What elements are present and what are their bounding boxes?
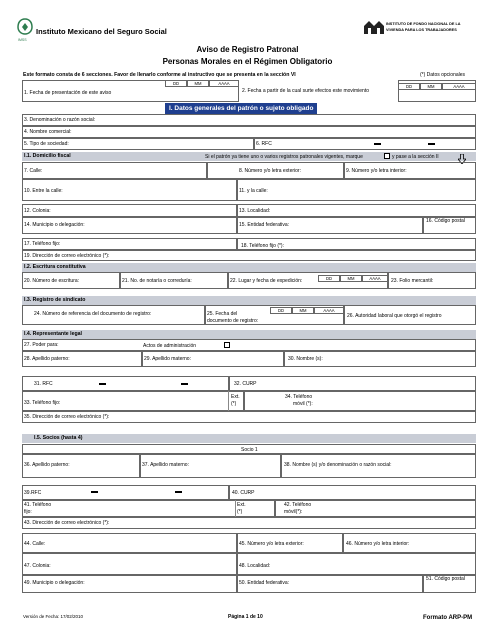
field-33-label: 33. Teléfono fijo: [24, 400, 61, 406]
field-40-box[interactable] [229, 485, 476, 500]
infonavit-line1: INSTITUTO DE FONDO NACIONAL DE LA [386, 22, 461, 26]
field-40-label: 40. CURP [232, 490, 255, 496]
field-4-box[interactable] [22, 126, 476, 138]
field-47-label: 47. Colonia: [24, 563, 51, 569]
field-44-box[interactable] [22, 533, 237, 553]
f25-dd: DD [270, 307, 292, 314]
footer-format: Formato ARP-PM [423, 615, 473, 621]
field-31-box[interactable] [22, 376, 229, 391]
f25-mm: MM [292, 307, 314, 314]
field-23-label: 23. Folio mercantil: [391, 278, 434, 284]
f22-dd: DD [318, 275, 340, 282]
field-10-label: 10. Entre la calle: [24, 188, 63, 194]
rfc-dash-2 [428, 143, 435, 145]
field-48-label: 48. Localidad: [239, 563, 271, 569]
field-39-label: 39.RFC [24, 490, 42, 496]
field-51-label: 51. Código postal [426, 576, 465, 582]
field-11-label: 11. y la calle: [239, 188, 268, 194]
field-41-ext-b: (*) [237, 509, 243, 515]
f1-aaaa: AAAA [209, 80, 239, 87]
footer-version: Versión de Fecha: 17/02/2010 [23, 614, 84, 619]
field-16-label: 16. Código postal [426, 218, 465, 224]
optional-note: (*) Datos opcionales [420, 72, 466, 78]
socio-rfc-dash-1 [91, 491, 98, 493]
field-36-label: 36. Apellido paterno: [24, 462, 70, 468]
field-42-label-a: 42. Teléfono [284, 502, 312, 508]
infonavit-logo [364, 20, 384, 34]
field-17-label: 17. Teléfono fijo: [24, 241, 61, 247]
field-14-label: 14. Municipio o delegación: [24, 222, 85, 228]
imss-title: Instituto Mexicano del Seguro Social [36, 27, 167, 36]
f2-aaaa: AAAA [442, 83, 476, 90]
form-subtitle: Personas Morales en el Régimen Obligatorio [162, 57, 333, 66]
admin-acts-checkbox[interactable] [224, 342, 230, 348]
field-32-label: 32. CURP [234, 381, 257, 387]
field-48-box[interactable] [237, 553, 476, 575]
field-26-label: 26. Autoridad laboral que otorgó el registro [347, 313, 442, 319]
rep-rfc-dash-2 [181, 383, 188, 385]
field-34-box[interactable] [244, 391, 476, 411]
field-34-label-b: móvil (*): [293, 401, 313, 407]
socio-rfc-dash-2 [175, 491, 182, 493]
field-6-box[interactable] [254, 138, 476, 150]
field-43-label: 43. Dirección de correo electrónico (*): [24, 520, 110, 526]
field-1-label: 1. Fecha de presentación de este aviso [24, 90, 112, 96]
has-registry-checkbox[interactable] [384, 153, 390, 159]
field-33-ext-a: Ext. [231, 394, 240, 400]
subsection-1-1-note: Si el patrón ya tiene uno o varios registros patronales vigentes, marque [205, 154, 363, 160]
field-13-label: 13. Localidad: [239, 208, 271, 214]
field-41-label-b: fijo: [24, 509, 32, 515]
field-20-label: 20. Número de escritura: [24, 278, 80, 284]
subsection-1-2: I.2. Escritura constitutiva [22, 263, 476, 272]
field-24-label: 24. Número de referencia del documento de registro: [34, 311, 152, 317]
subsection-1-1: I.1. Domicilio fiscal [22, 152, 476, 161]
form-title: Aviso de Registro Patronal [196, 45, 299, 54]
field-37-label: 37. Apellido materno: [142, 462, 189, 468]
field-19-label: 19. Dirección de correo electrónico (*): [24, 253, 110, 259]
field-4-label: 4. Nombre comercial: [24, 129, 72, 135]
field-8-label: 8. Número y/o letra exterior: [239, 168, 301, 174]
f22-aaaa: AAAA [362, 275, 388, 282]
f1-dd: DD [165, 80, 187, 87]
field-42-label-b: móvil(*): [284, 509, 303, 515]
field-6-label: 6. RFC [256, 141, 272, 147]
subsection-1-4: I.4. Representante legal [22, 330, 476, 339]
field-30-label: 30. Nombre (s): [288, 356, 323, 362]
f2-mm: MM [420, 83, 442, 90]
field-12-label: 12. Colonia: [24, 208, 51, 214]
field-18-label: 18. Teléfono fijo (*): [241, 243, 284, 249]
imss-logo-text: IMSS [18, 38, 27, 42]
field-7-label: 7. Calle: [24, 168, 43, 174]
field-45-label: 45. Número y/o letra exterior: [239, 541, 304, 547]
f1-mm: MM [187, 80, 209, 87]
field-35-label: 35. Dirección de correo electrónico (*): [24, 414, 110, 420]
socio-label: Socio 1 [241, 447, 258, 453]
field-3-label: 3. Denominación o razón social: [24, 117, 96, 123]
f25-aaaa: AAAA [314, 307, 344, 314]
infonavit-line2: VIVIENDA PARA LOS TRABAJADORES [386, 28, 457, 32]
instructions: Este formato consta de 6 secciones. Favor de llenarlo conforme al instructivo que se presenta en la sección VI [23, 72, 296, 78]
field-34-label-a: 34. Teléfono [285, 394, 313, 400]
field-9-label: 9. Número y/o letra interior: [346, 168, 407, 174]
field-38-label: 38. Nombre (s) y/o denominación o razón social: [284, 462, 392, 468]
field-27-box[interactable] [22, 339, 476, 351]
field-33-ext-divider [228, 391, 229, 411]
field-41-ext-a: Ext. [237, 502, 246, 508]
field-21-label: 21. No. de notaría o correduría: [122, 278, 192, 284]
field-28-label: 28. Apellido paterno: [24, 356, 70, 362]
field-32-box[interactable] [229, 376, 476, 391]
field-47-box[interactable] [22, 553, 237, 575]
field-7-box[interactable] [22, 162, 207, 179]
imss-logo [17, 18, 33, 38]
field-12-box[interactable] [22, 204, 237, 217]
f2-dd: DD [398, 83, 420, 90]
field-25-label-b: documento de registro: [207, 318, 259, 324]
section-1-header: I. Datos generales del patrón o sujeto obligado [165, 103, 317, 114]
field-50-label: 50. Entidad federativa: [239, 580, 290, 586]
subsection-1-3: I.3. Registro de sindicato [22, 296, 476, 305]
field-25-label-a: 25. Fecha del [207, 311, 238, 317]
field-44-label: 44. Calle: [24, 541, 46, 547]
field-33-ext-b: (*) [231, 401, 237, 407]
field-31-label: 31. RFC [34, 381, 53, 387]
field-5-label: 5. Tipo de sociedad: [24, 141, 69, 147]
arrow-down-icon [458, 151, 466, 161]
footer-page: Página 1 de 10 [228, 614, 263, 620]
field-41-label-a: 41. Teléfono [24, 502, 52, 508]
field-22-label: 22. Lugar y fecha de expedición: [230, 278, 303, 284]
subsection-1-1-note2: y pase a la sección II [392, 154, 439, 160]
field-49-label: 49. Municipio o delegación: [24, 580, 85, 586]
field-11-box[interactable] [237, 179, 476, 201]
rfc-dash-1 [374, 143, 381, 145]
field-27-label: 27. Poder para: [24, 342, 59, 348]
subsection-1-5: I.5. Socios (hasta 4) [22, 434, 476, 443]
field-39-box[interactable] [22, 485, 229, 500]
field-41-ext-divider [235, 500, 236, 517]
field-15-label: 15. Entidad federativa: [239, 222, 290, 228]
rep-rfc-dash-1 [99, 383, 106, 385]
field-27-option: Actos de administración [143, 343, 197, 349]
field-2-label: 2. Fecha a partir de la cual surte efectos este movimiento [242, 88, 370, 94]
field-29-label: 29. Apellido materno: [144, 356, 191, 362]
field-46-label: 46. Número y/o letra interior: [346, 541, 410, 547]
f22-mm: MM [340, 275, 362, 282]
field-13-box[interactable] [237, 204, 476, 217]
